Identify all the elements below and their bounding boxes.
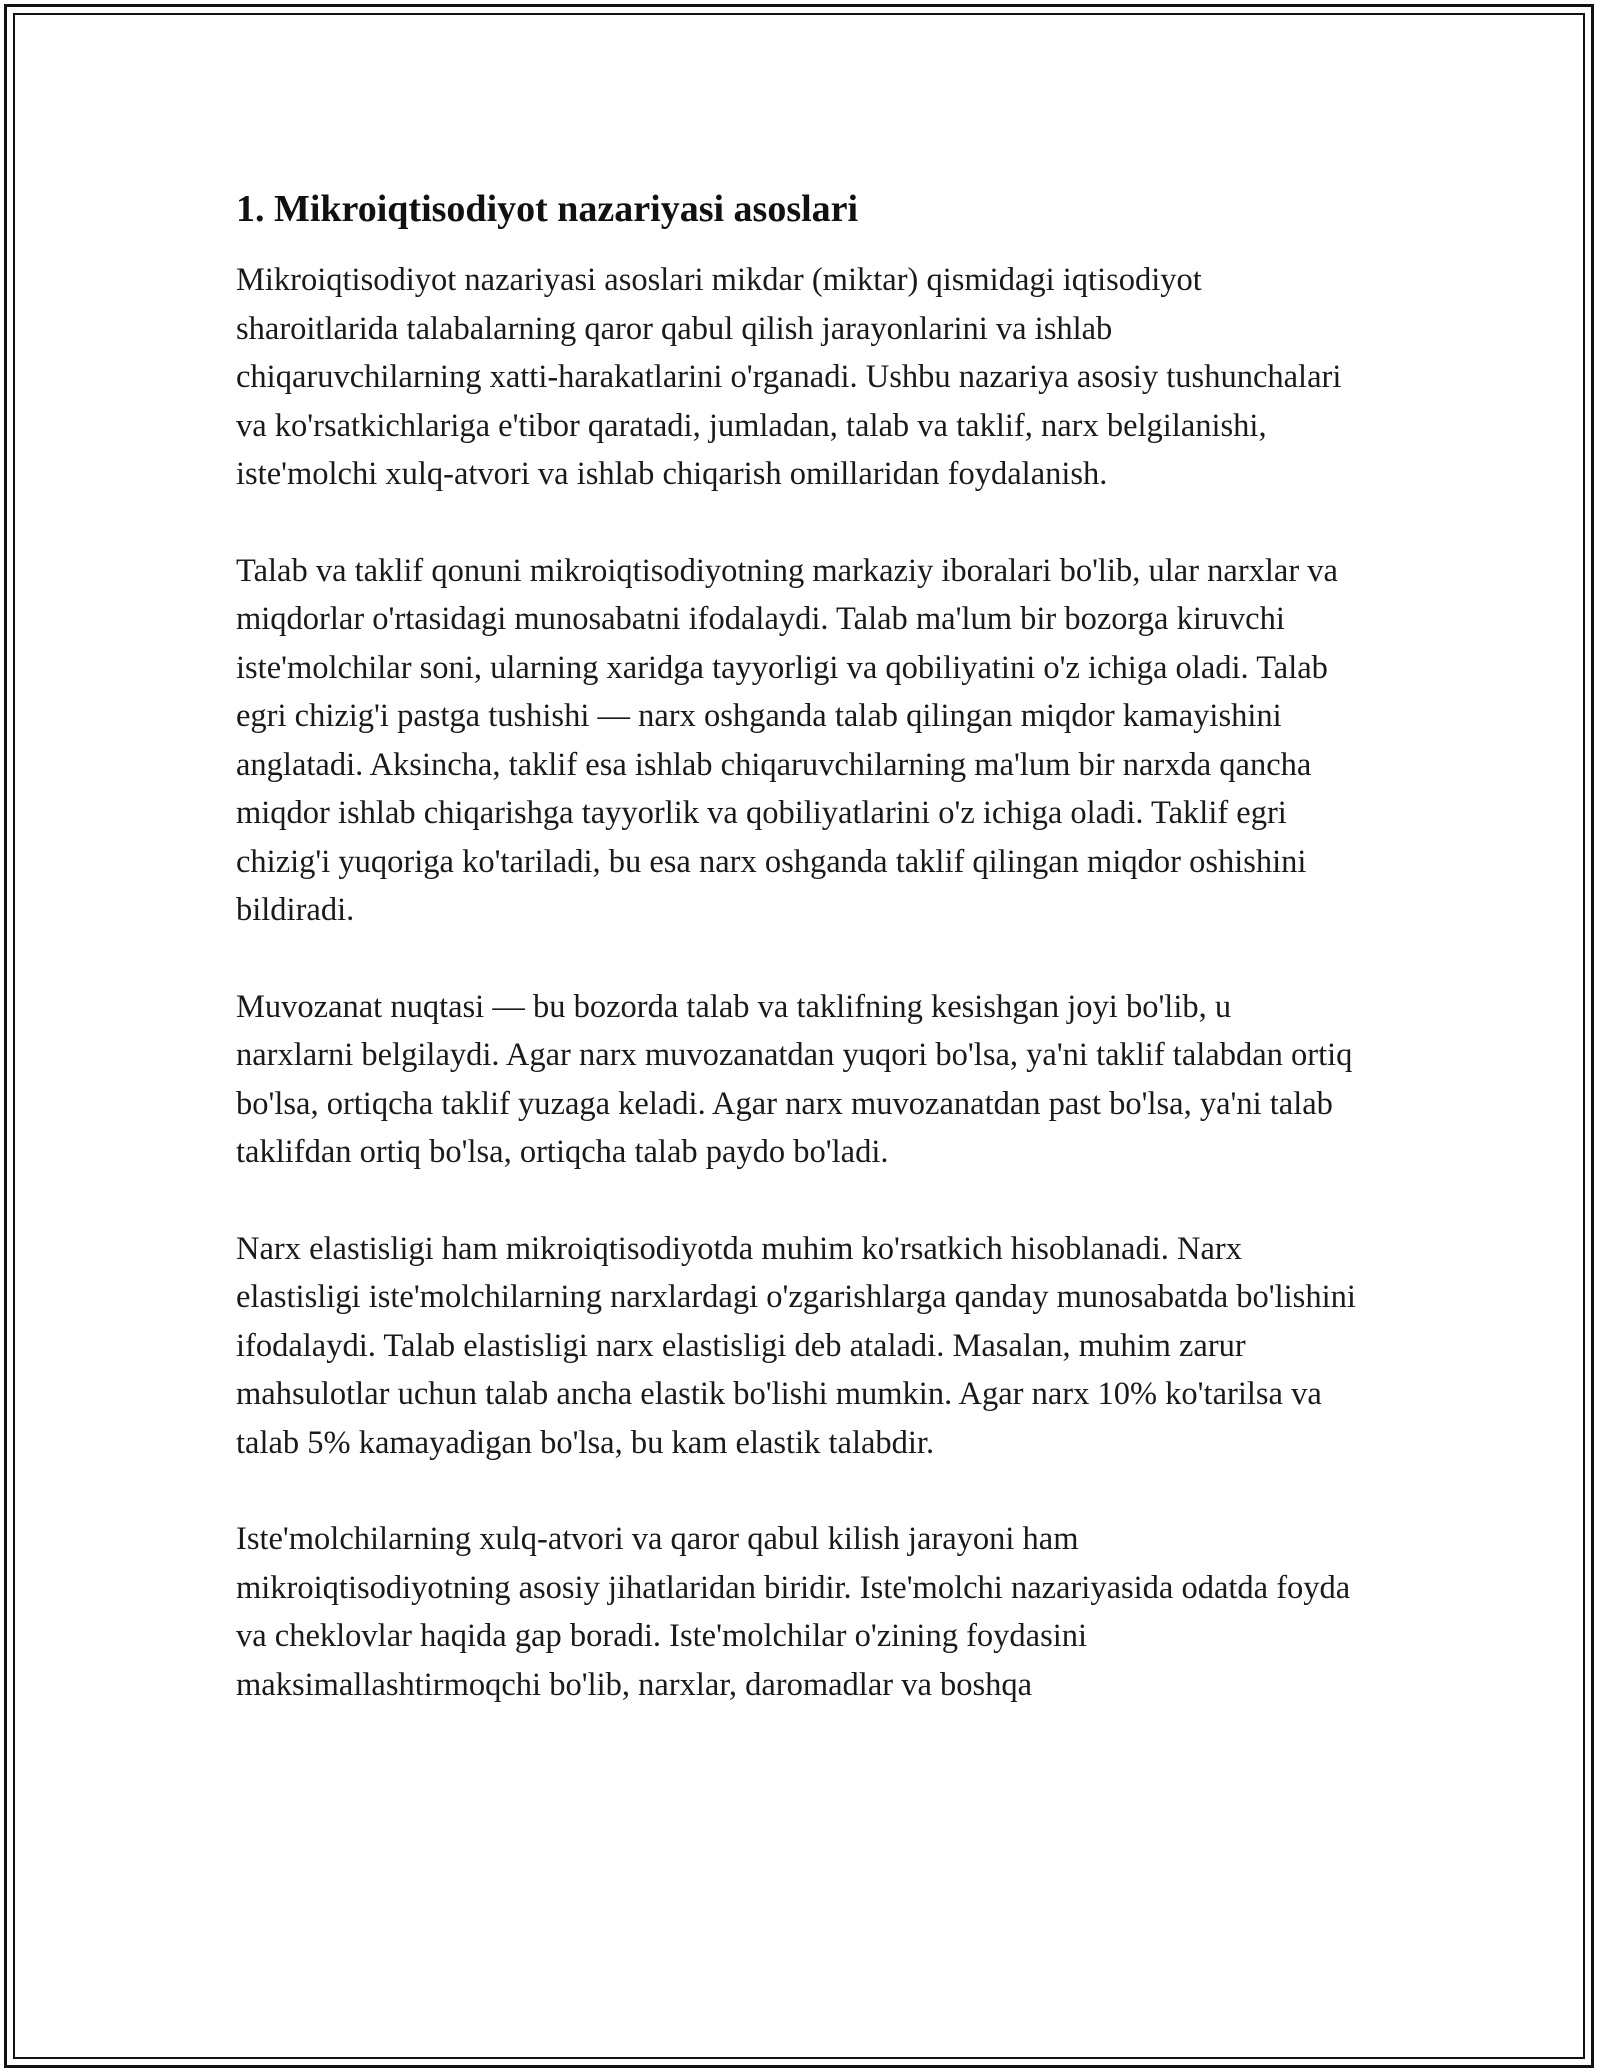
- paragraph-2: Talab va taklif qonuni mikroiqtisodiyotning markaziy iboralari bo'lib, ular narxlar va miqdorlar o'rtasidagi munosabatni ifodalaydi. Talab ma'lum bir bozorga kiruvchi iste'molchilar soni, ularning xaridga tayyorligi va qobiliyatini o'z ichiga oladi. Talab egri chizig'i pastga tushishi — narx oshganda talab qilingan miqdor kamayishini anglatadi. Aksincha, taklif esa ishlab chiqaruvchilarning ma'lum bir narxda qancha miqdor ishlab chiqarishga tayyorlik va qobiliyatlarini o'z ichiga oladi. Taklif egri chizig'i yuqoriga ko'tariladi, bu esa narx oshganda taklif qilingan miqdor oshishini bildiradi.: [236, 552, 1338, 928]
- paragraph-1: Mikroiqtisodiyot nazariyasi asoslari mikdar (miktar) qismidagi iqtisodiyot sharoitlarida talabalarning qaror qabul qilish jarayonlarini va ishlab chiqaruvchilarning xatti-harakatlarini o'rganadi. Ushbu nazariya asosiy tushunchalari va ko'rsatkichlariga e'tibor qaratadi, jumladan, talab va taklif, narx belgilanishi, iste'molchi xulq-atvori va ishlab chiqarish omillaridan foydalanish.: [236, 262, 1342, 492]
- document-page: [236, 184, 1386, 1757]
- paragraph-3: Muvozanat nuqtasi — bu bozorda talab va taklifning kesishgan joyi bo'lib, u narxlarni belgilaydi. Agar narx muvozanatdan yuqori bo'lsa, ya'ni taklif talabdan ortiq bo'lsa, ortiqcha taklif yuzaga keladi. Agar narx muvozanatdan past bo'lsa, ya'ni talab taklifdan ortiq bo'lsa, ortiqcha talab paydo bo'ladi.: [236, 988, 1353, 1170]
- paragraph-4: Narx elastisligi ham mikroiqtisodiyotda muhim ko'rsatkich hisoblanadi. Narx elastisligi iste'molchilarning narxlardagi o'zgarishlarga qanday munosabatda bo'lishini ifodalaydi. Talab elastisligi narx elastisligi deb ataladi. Masalan, muhim zarur mahsulotlar uchun talab ancha elastik bo'lishi mumkin. Agar narx 10% ko'tarilsa va talab 5% kamayadigan bo'lsa, bu kam elastik talabdir.: [236, 1230, 1356, 1461]
- paragraph-5: Iste'molchilarning xulq-atvori va qaror qabul kilish jarayoni ham mikroiqtisodiyotning asosiy jihatlaridan biridir. Iste'molchi nazariyasida odatda foyda va cheklovlar haqida gap boradi. Iste'molchilar o'zining foydasini maksimallashtirmoqchi bo'lib, narxlar, daromadlar va boshqa: [236, 1521, 1351, 1703]
- page-title: 1. Mikroiqtisodiyot nazariyasi asoslari: [236, 188, 859, 230]
